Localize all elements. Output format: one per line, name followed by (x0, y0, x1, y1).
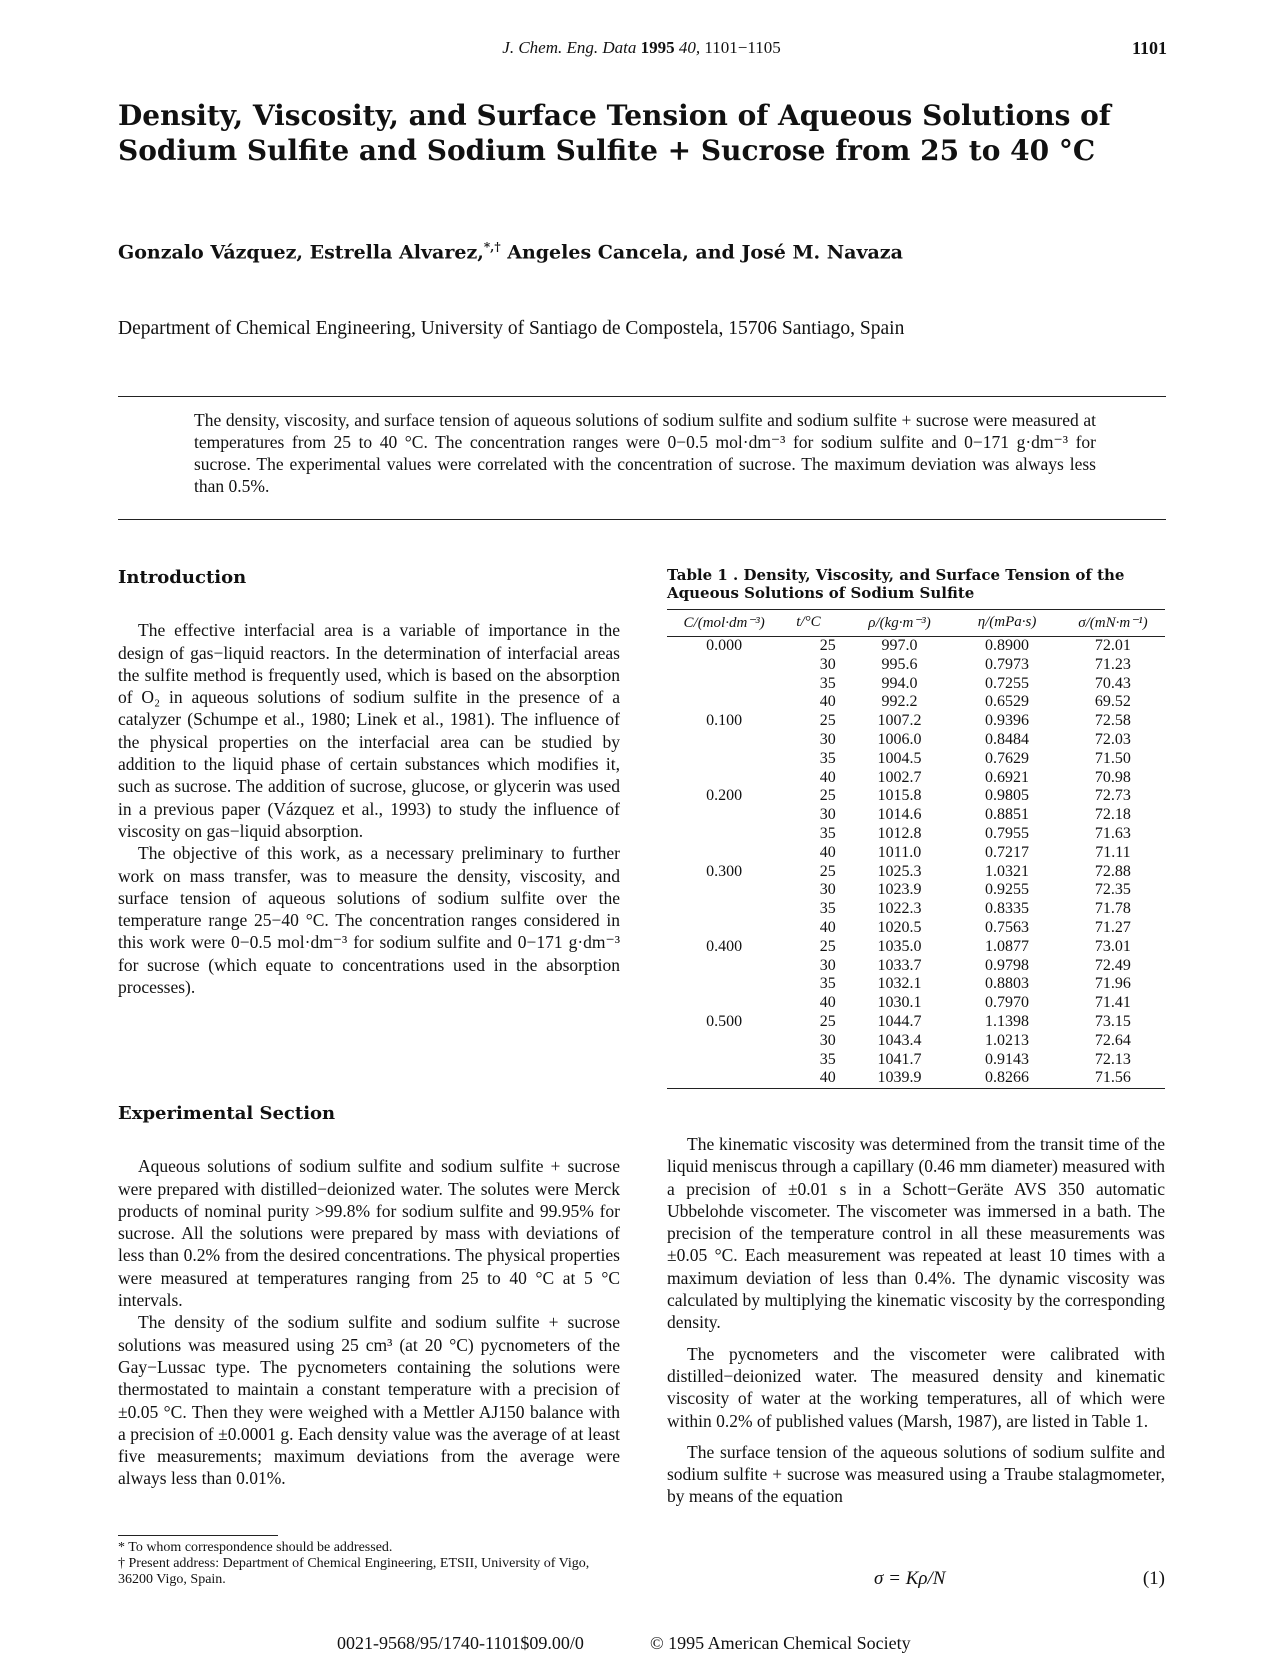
cell-concentration (667, 1051, 781, 1070)
title-line-2: Sodium Sulfite and Sodium Sulfite + Sucrose from 25 to 40 °C (118, 134, 1096, 167)
cell-viscosity: 1.0213 (985, 1031, 1030, 1049)
table-row (667, 731, 1165, 750)
cell-concentration (667, 693, 781, 712)
introduction-paragraph-1: The effective interfacial area is a variable of importance in the design of gas−liquid reactors. In the determination of interfacial areas the sulfite method is frequently used, which is based on the absorption of O₂ in aqueous solutions of sodium sulfite in the presence of a catalyzer (Schumpe et al., 1980; Linek et al., 1981). The influence of the physical properties on the interfacial area can be studied by addition to the liquid phase of certain substances which modifies it, such as sucrose. The addition of sucrose, glucose, or glycerin was used in a previous paper (Vázquez et al., 1993) to study the influence of viscosity on gas−liquid absorption. (118, 620, 620, 841)
table-row (667, 975, 1165, 994)
col-header-temperature: t/°C (781, 610, 845, 637)
cell-density: 1033.7 (877, 956, 922, 974)
table-row (667, 994, 1165, 1013)
cell-viscosity: 0.7217 (985, 843, 1030, 861)
experimental-paragraph-2: The density of the sodium sulfite and sodium sulfite + sucrose solutions was measured using 25 cm³ (at 20 °C) pycnometers of the Gay−Lussac type. The pycnometers containing the solutions were thermostated to maintain a constant temperature with a precision of ±0.05 °C. Then they were weighed with a Mettler AJ150 balance with a precision of ±0.0001 g. Each density value was the average of at least five measurements; maximum deviations from the average were always less than 0.01%. (118, 1312, 620, 1489)
cell-viscosity: 0.8335 (985, 900, 1030, 918)
table-row (667, 900, 1165, 919)
cell-surface-tension: 69.52 (1094, 693, 1131, 711)
experimental-section (118, 1103, 620, 1490)
cell-viscosity: 1.1398 (985, 1012, 1030, 1030)
cell-viscosity: 0.7629 (985, 749, 1030, 767)
cell-viscosity: 0.6921 (985, 768, 1030, 786)
cell-density: 997.0 (881, 637, 918, 654)
cell-concentration: 0.100 (706, 712, 743, 730)
journal-year: 1995 (640, 38, 675, 57)
cell-viscosity: 1.0877 (985, 937, 1030, 955)
table-row (667, 769, 1165, 788)
authors-part-2: Angeles Cancela, and José M. Navaza (500, 241, 903, 264)
footnotes (118, 1535, 623, 1588)
cell-concentration: 0.400 (706, 937, 743, 955)
cell-density: 1035.0 (877, 937, 922, 955)
cell-concentration (667, 656, 781, 675)
cell-surface-tension: 72.01 (1094, 637, 1131, 654)
cell-density: 1043.4 (877, 1031, 922, 1049)
table-row (667, 881, 1165, 900)
author-marks: *,† (483, 240, 501, 254)
cell-temperature: 25 (819, 937, 836, 955)
cell-concentration: 0.500 (706, 1012, 743, 1030)
footnote-2: † Present address: Department of Chemical Engineering, ETSII, University of Vigo, 36200 Vigo, Spain. (118, 1556, 590, 1587)
cell-viscosity: 0.8266 (953, 1069, 1060, 1088)
equation-number: (1) (1142, 1568, 1165, 1589)
table-row (667, 1051, 1165, 1070)
table-row (667, 693, 1165, 712)
cell-viscosity: 0.7970 (985, 994, 1030, 1012)
cell-concentration (667, 731, 781, 750)
cell-temperature: 40 (819, 768, 836, 786)
table-row (667, 675, 1165, 694)
cell-surface-tension: 73.01 (1094, 937, 1131, 955)
cell-surface-tension: 71.50 (1094, 749, 1131, 767)
cell-density: 1012.8 (877, 824, 922, 842)
col-header-density: ρ/(kg·m⁻³) (846, 610, 954, 637)
cell-viscosity: 0.9255 (985, 881, 1030, 899)
cell-concentration: 0.000 (706, 637, 743, 654)
cell-concentration (667, 750, 781, 769)
cell-concentration (667, 825, 781, 844)
page-number: 1101 (1131, 38, 1167, 58)
introduction-section (118, 567, 620, 998)
calibration-paragraph: The pycnometers and the viscometer were calibrated with distilled−deionized water. The measured density and kinematic viscosity of water at the working temperatures, all of which were within 0.2% of published values (Marsh, 1987), are listed in Table 1. (667, 1343, 1165, 1431)
cell-density: 1006.0 (877, 730, 922, 748)
cell-surface-tension: 72.03 (1094, 730, 1131, 748)
table-1-container (667, 609, 1165, 1089)
cell-temperature: 35 (819, 975, 836, 993)
authors-part-1: Gonzalo Vázquez, Estrella Alvarez, (118, 241, 484, 264)
table-row (667, 863, 1165, 882)
cell-density: 1044.7 (877, 1012, 922, 1030)
cell-density: 1032.1 (877, 975, 922, 993)
cell-density: 1039.9 (846, 1069, 954, 1088)
affiliation: Department of Chemical Engineering, University of Santiago de Compostela, 15706 Santiago, Spain (118, 318, 905, 339)
cell-viscosity: 0.7973 (985, 655, 1030, 673)
cell-surface-tension: 71.78 (1094, 900, 1131, 918)
paper-title (118, 98, 1178, 168)
cell-surface-tension: 71.11 (1095, 843, 1131, 861)
introduction-paragraph-2: The objective of this work, as a necessary preliminary to further work on mass transfer, was to measure the density, viscosity, and surface tension of aqueous solutions of sodium sulfite over the temperature range 25−40 °C. The concentration ranges considered in this work were 0−0.5 mol·dm⁻³ for sodium sulfite and 0−171 g·dm⁻³ for sucrose (which equate to concentrations used in the absorption processes). (118, 843, 620, 998)
cell-density: 992.2 (881, 693, 918, 711)
cell-density: 1030.1 (877, 994, 922, 1012)
cell-surface-tension: 72.64 (1094, 1031, 1131, 1049)
cell-concentration (667, 900, 781, 919)
table-row (667, 637, 1165, 656)
cell-temperature: 30 (819, 881, 836, 899)
cell-surface-tension: 72.58 (1094, 712, 1131, 730)
cell-surface-tension: 71.63 (1094, 824, 1131, 842)
cell-temperature: 40 (819, 693, 836, 711)
cell-temperature: 30 (819, 956, 836, 974)
cell-concentration (667, 1032, 781, 1051)
cell-density: 1002.7 (877, 768, 922, 786)
cell-viscosity: 0.9798 (985, 956, 1030, 974)
cell-surface-tension: 70.98 (1094, 768, 1131, 786)
cell-concentration (667, 806, 781, 825)
viscosity-paragraph: The kinematic viscosity was determined from the transit time of the liquid meniscus through a capillary (0.46 mm diameter) measured with a precision of ±0.01 s in a Schott−Geräte AVS 350 automatic Ubbelohde viscometer. The viscometer was immersed in a bath. The precision of the temperature control in all these measurements was ±0.05 °C. Each measurement was repeated at least 10 times with a maximum deviation of less than 0.4%. The dynamic viscosity was calculated by multiplying the kinematic viscosity by the corresponding density. (667, 1134, 1165, 1333)
table-header-row (667, 610, 1165, 637)
cell-concentration (667, 769, 781, 788)
cell-surface-tension: 72.35 (1094, 881, 1131, 899)
table-row (667, 712, 1165, 731)
table-row (667, 1032, 1165, 1051)
footnote-1: * To whom correspondence should be addressed. (118, 1540, 393, 1555)
cell-viscosity: 0.8900 (985, 637, 1030, 654)
cell-concentration (667, 975, 781, 994)
cell-density: 1025.3 (877, 862, 922, 880)
cell-density: 1022.3 (877, 900, 922, 918)
table-row (667, 806, 1165, 825)
cell-concentration (667, 994, 781, 1013)
surface-tension-paragraph: The surface tension of the aqueous solutions of sodium sulfite and sodium sulfite + sucrose was measured using a Traube stalagmometer, by means of the equation (667, 1441, 1165, 1507)
table-body (667, 637, 1165, 1089)
col-header-concentration: C/(mol·dm⁻³) (667, 610, 781, 637)
cell-temperature: 40 (781, 1069, 845, 1088)
cell-concentration (667, 881, 781, 900)
cell-temperature: 25 (819, 862, 836, 880)
author-list (118, 240, 903, 263)
cell-surface-tension: 71.41 (1094, 994, 1131, 1012)
cell-temperature: 30 (819, 806, 836, 824)
cell-temperature: 30 (819, 655, 836, 673)
cell-viscosity: 0.9396 (985, 712, 1030, 730)
col-header-surface-tension: σ/(mN·m⁻¹) (1061, 610, 1165, 637)
cell-surface-tension: 71.96 (1094, 975, 1131, 993)
cell-viscosity: 0.8851 (985, 806, 1030, 824)
right-column-text (667, 1133, 1165, 1508)
cell-surface-tension: 73.15 (1094, 1012, 1131, 1030)
cell-density: 1004.5 (877, 749, 922, 767)
cell-temperature: 35 (819, 749, 836, 767)
cell-concentration (667, 957, 781, 976)
journal-pages: 1101−1105 (704, 38, 781, 57)
table-row (667, 750, 1165, 769)
table-row (667, 957, 1165, 976)
cell-density: 994.0 (881, 674, 918, 692)
cell-temperature: 30 (819, 730, 836, 748)
introduction-heading: Introduction (118, 567, 247, 588)
cell-density: 1023.9 (877, 881, 922, 899)
cell-viscosity: 0.7563 (985, 918, 1030, 936)
table-row (667, 825, 1165, 844)
cell-density: 1014.6 (877, 806, 922, 824)
cell-temperature: 35 (819, 824, 836, 842)
journal-volume: 40, (678, 38, 701, 57)
cell-surface-tension: 71.56 (1061, 1069, 1165, 1088)
table-row (667, 844, 1165, 863)
cell-density: 1007.2 (877, 712, 922, 730)
cell-temperature: 25 (819, 712, 836, 730)
cell-viscosity: 0.9143 (985, 1050, 1030, 1068)
cell-temperature: 30 (819, 1031, 836, 1049)
cell-density: 1015.8 (877, 787, 922, 805)
cell-concentration (667, 919, 781, 938)
abstract-top-rule (118, 396, 1166, 397)
cell-surface-tension: 71.27 (1094, 918, 1131, 936)
running-head (0, 38, 1283, 58)
cell-temperature: 40 (819, 918, 836, 936)
cell-concentration (667, 1069, 781, 1088)
abstract: The density, viscosity, and surface tension of aqueous solutions of sodium sulfite and sodium sulfite + sucrose were measured at temperatures from 25 to 40 °C. The concentration ranges were 0−0.5 mol·dm⁻³ for sodium sulfite and 0−171 g·dm⁻³ for sucrose. The experimental values were correlated with the concentration of sucrose. The maximum deviation was always less than 0.5%. (194, 410, 1096, 496)
cell-temperature: 25 (819, 1012, 836, 1030)
cell-viscosity: 0.7255 (985, 674, 1030, 692)
table-row (667, 1013, 1165, 1032)
footer-copyright: © 1995 American Chemical Society (650, 1633, 911, 1653)
table-row (667, 1069, 1165, 1088)
cell-surface-tension: 72.88 (1094, 862, 1131, 880)
cell-density: 1020.5 (877, 918, 922, 936)
cell-viscosity: 0.8484 (985, 730, 1030, 748)
cell-temperature: 40 (819, 843, 836, 861)
cell-surface-tension: 70.43 (1094, 674, 1131, 692)
equation-body: σ = Kρ/N (874, 1568, 946, 1589)
table-row (667, 656, 1165, 675)
cell-viscosity: 0.8803 (985, 975, 1030, 993)
cell-surface-tension: 72.18 (1094, 806, 1131, 824)
cell-temperature: 35 (819, 674, 836, 692)
cell-temperature: 25 (819, 637, 836, 654)
cell-concentration: 0.300 (706, 862, 743, 880)
cell-concentration (667, 675, 781, 694)
cell-temperature: 35 (819, 900, 836, 918)
cell-temperature: 40 (819, 994, 836, 1012)
cell-density: 1011.0 (877, 843, 922, 861)
experimental-heading: Experimental Section (118, 1103, 336, 1124)
footer-code: 0021-9568/95/1740-1101$09.00/0 (337, 1633, 584, 1653)
cell-density: 995.6 (881, 655, 918, 673)
cell-surface-tension: 71.23 (1094, 655, 1131, 673)
title-line-1: Density, Viscosity, and Surface Tension of Aqueous Solutions of (118, 99, 1111, 132)
cell-density: 1041.7 (877, 1050, 922, 1068)
cell-viscosity: 0.6529 (985, 693, 1030, 711)
table-row (667, 787, 1165, 806)
abstract-bottom-rule (118, 519, 1166, 520)
cell-temperature: 25 (819, 787, 836, 805)
footnote-rule (118, 1535, 278, 1536)
table-1 (667, 609, 1165, 1089)
cell-concentration (667, 844, 781, 863)
cell-temperature: 35 (819, 1050, 836, 1068)
experimental-paragraph-1: Aqueous solutions of sodium sulfite and sodium sulfite + sucrose were prepared with distilled−deionized water. The solutes were Merck products of nominal purity >99.8% for sodium sulfite and 99.95% for sucrose. All the solutions were prepared by mass with deviations of less than 0.2% from the desired concentrations. The physical properties were measured at temperatures ranging from 25 to 40 °C at 5 °C intervals. (118, 1156, 620, 1311)
cell-viscosity: 1.0321 (985, 862, 1030, 880)
cell-surface-tension: 72.73 (1094, 787, 1131, 805)
table-row (667, 938, 1165, 957)
cell-viscosity: 0.9805 (985, 787, 1030, 805)
cell-surface-tension: 72.49 (1094, 956, 1131, 974)
journal-name: J. Chem. Eng. Data (502, 38, 637, 57)
col-header-viscosity: η/(mPa·s) (953, 610, 1060, 637)
cell-viscosity: 0.7955 (985, 824, 1030, 842)
table-row (667, 919, 1165, 938)
cell-concentration: 0.200 (706, 787, 743, 805)
table-caption: Table 1 . Density, Viscosity, and Surface Tension of the Aqueous Solutions of Sodium Sulfite (667, 566, 1125, 602)
cell-surface-tension: 72.13 (1094, 1050, 1131, 1068)
